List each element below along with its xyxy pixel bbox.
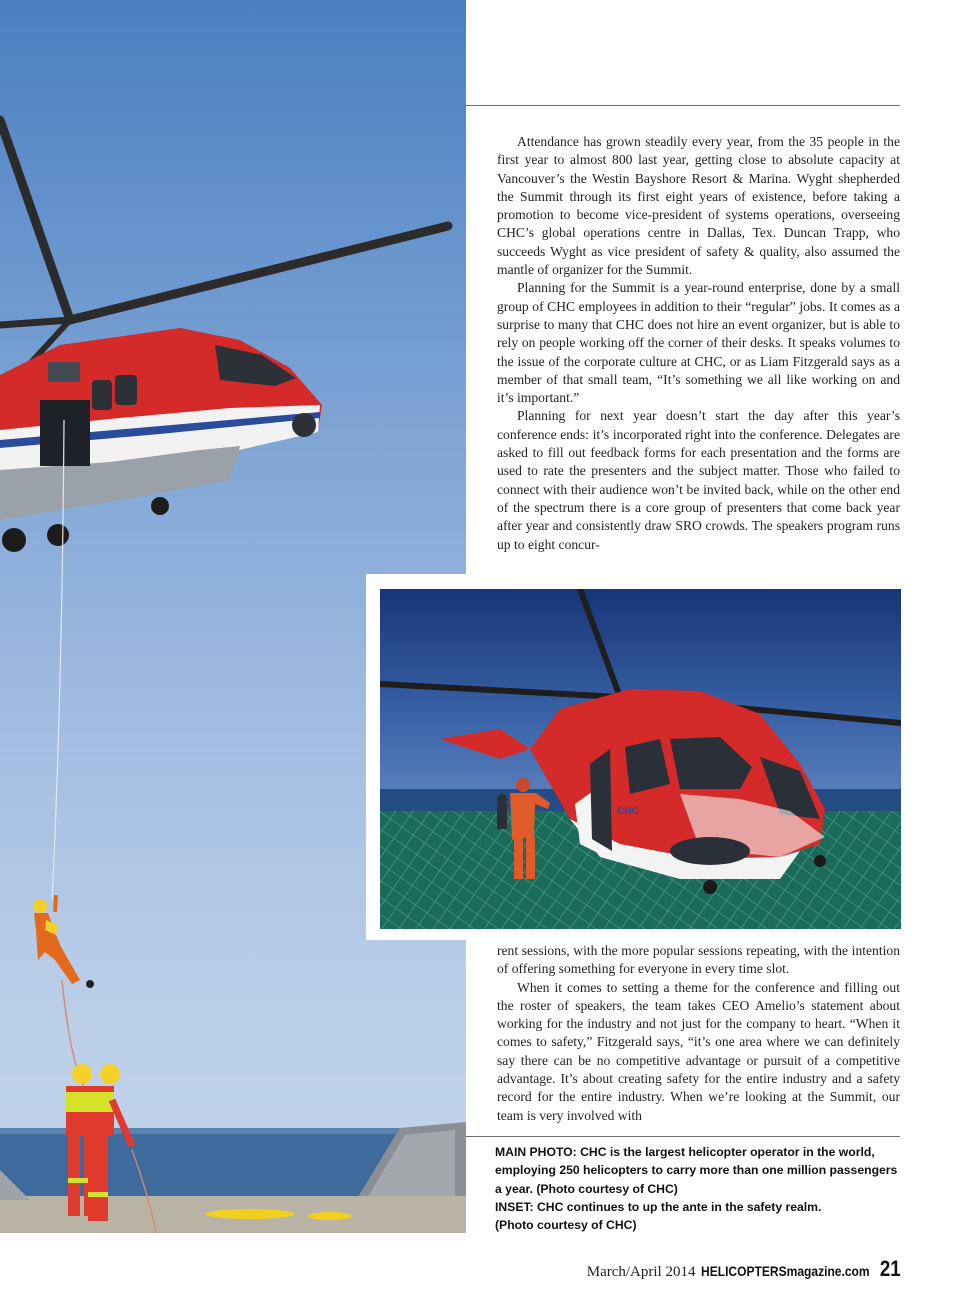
photo-caption [495, 1143, 905, 1234]
inset-photo-illustration [380, 589, 901, 929]
article-column-bottom [497, 942, 900, 1125]
caption-line: a year. (Photo courtesy of CHC) [495, 1181, 678, 1196]
article-paragraph: rent sessions, with the more popular sessions repeating, with the intention of offering something for everyone in every time slot. [497, 943, 900, 977]
page-folio [587, 1256, 902, 1284]
article-column-top [497, 133, 900, 554]
article-paragraph: When it comes to setting a theme for the conference and filling out the roster of speakers, the team takes CEO Amelio’s statement about working for the industry and not just for the company to heart. “When it comes to safety,” Fitzgerald says, “it’s one area where we can definitely say there can be no competitive advantage or pursuit of a competitive advantage. It’s about creating safety for the entire industry and a safety record for the entire industry. When we’re looking at the Summit, our team is very involved with [497, 979, 900, 1123]
main-helicopter [0, 328, 322, 552]
caption-line: MAIN PHOTO: CHC is the largest helicopter operator in the world, [495, 1145, 875, 1159]
winchman [33, 895, 94, 988]
magazine-website: HELICOPTERSmagazine.com [701, 1263, 871, 1279]
caption-line: INSET: CHC continues to up the ante in the safety realm. [495, 1199, 822, 1214]
article-paragraph: Planning for the Summit is a year-round enterprise, done by a small group of CHC employees in addition to their “regular” jobs. It comes as a surprise to many that CHC does not hire an event organizer, but is able to rely on people working off the corner of their desks. It speaks volumes to the issue of the corporate culture at CHC, or as Liam Fitzgerald says as a member of that small team, “It’s something we all like working on and it’s important.” [497, 280, 900, 406]
inset-fuselage-logo: CHC [617, 806, 639, 817]
article-paragraph: Planning for next year doesn’t start the day after this year’s conference ends: it’s incorporated right into the conference. Delegates are asked to fill out feedback forms for each presentation and the forms are used to rate the presenters and the subject matter. Those who failed to connect with their audience won’t be invited back, while on the other end of the spectrum there is a core group of presenters that come back year after year and consistently draw SRO crowds. The speakers program runs up to eight concur- [497, 408, 900, 552]
issue-date: March/April 2014 [586, 1264, 696, 1280]
inset-photo [380, 589, 901, 929]
article-paragraph: Attendance has grown steadily every year, from the 35 people in the first year to almost 800 last year, getting close to absolute capacity at Vancouver’s the Westin Bayshore Resort & Marina. Wyght shepherded the Summit through its first eight years of existence, before taking a promotion to become vice-president of systems operations, overseeing CHC’s global operations centre in Dallas, Tex. Duncan Trapp, who succeeds Wyght as vice president of safety & quality, also assumed the mantle of organizer for the Summit. [497, 134, 900, 278]
caption-line: (Photo courtesy of CHC) [495, 1218, 637, 1233]
top-rule [466, 105, 900, 106]
page-number: 21 [879, 1256, 901, 1281]
caption-rule [466, 1136, 900, 1137]
caption-line: employing 250 helicopters to carry more than one million passengers [495, 1163, 898, 1178]
